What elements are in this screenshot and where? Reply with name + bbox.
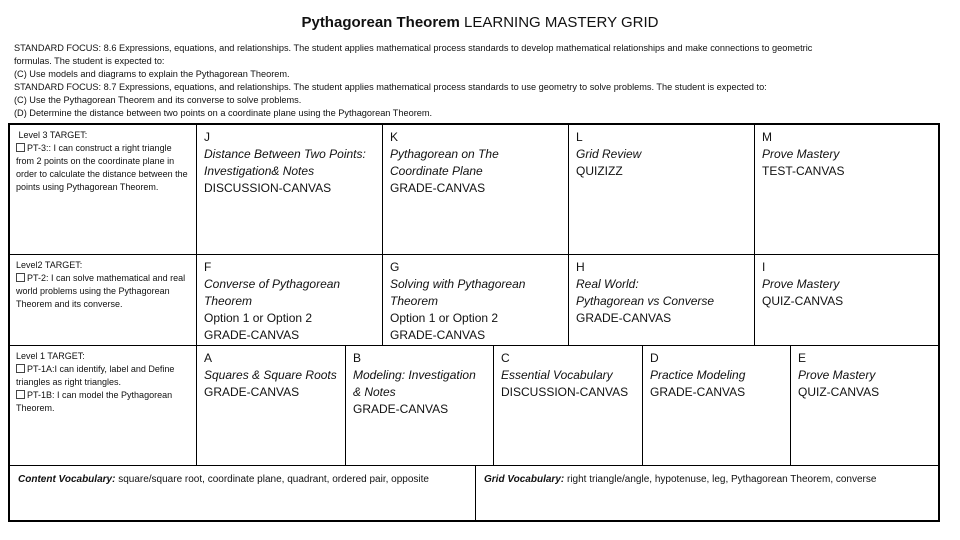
activity-title: Modeling: Investigation xyxy=(353,368,476,382)
activity-platform: GRADE-CANVAS xyxy=(353,402,449,416)
activity-title: Distance Between Two Points: xyxy=(204,147,366,161)
content-vocabulary-label: Content Vocabulary: xyxy=(18,474,116,485)
activity-letter: F xyxy=(204,260,212,274)
activity-letter: D xyxy=(650,351,659,365)
standard-line: formulas. The student is expected to: xyxy=(14,56,165,66)
level-1-target xyxy=(10,346,197,466)
standard-focus xyxy=(14,42,934,120)
activity-k[interactable] xyxy=(383,125,569,255)
activity-options: Option 1 or Option 2 xyxy=(204,311,313,325)
activity-e[interactable] xyxy=(791,346,938,466)
activity-title: Grid Review xyxy=(576,147,642,161)
activity-platform: GRADE-CANVAS xyxy=(204,385,300,399)
activity-subtitle: Coordinate Plane xyxy=(390,164,483,178)
content-vocabulary-text: square/square root, coordinate plane, quadrant, ordered pair, opposite xyxy=(115,474,429,485)
activity-f[interactable] xyxy=(197,255,383,346)
activity-i[interactable] xyxy=(755,255,938,346)
activity-subtitle: Investigation& Notes xyxy=(204,164,315,178)
level-3-code: PT-3: xyxy=(27,143,49,153)
activity-letter: E xyxy=(798,351,807,365)
level-3-label: Level 3 TARGET: xyxy=(18,130,88,140)
activity-platform: GRADE-CANVAS xyxy=(576,311,672,325)
level-1a-text: I can identify, label and Define triangles as right triangles. xyxy=(16,364,175,387)
activity-platform: DISCUSSION-CANVAS xyxy=(204,181,332,195)
activity-letter: I xyxy=(762,260,766,274)
activity-subtitle: Pythagorean vs Converse xyxy=(576,294,715,308)
checkbox-icon xyxy=(16,273,25,282)
standard-line: (C) Use models and diagrams to explain the Pythagorean Theorem. xyxy=(14,69,290,79)
activity-letter: L xyxy=(576,130,583,144)
activity-platform: GRADE-CANVAS xyxy=(650,385,746,399)
activity-platform: GRADE-CANVAS xyxy=(390,181,486,195)
activity-title: Prove Mastery xyxy=(798,368,876,382)
level-2-label: Level2 TARGET: xyxy=(16,260,83,270)
activity-subtitle: Theorem xyxy=(204,294,253,308)
activity-platform: GRADE-CANVAS xyxy=(390,328,486,342)
activity-d[interactable] xyxy=(643,346,791,466)
level-1-label: Level 1 TARGET: xyxy=(16,351,85,361)
activity-title: Real World: xyxy=(576,277,639,291)
level-1a-code: PT-1A: xyxy=(27,364,55,374)
checkbox-icon xyxy=(16,390,25,399)
activity-platform: QUIZ-CANVAS xyxy=(798,385,880,399)
standard-line: STANDARD FOCUS: 8.6 Expressions, equations, and relationships. The student applies mathematical process standards to develop mathematical relationships and make connections to geometric xyxy=(14,43,813,53)
activity-letter: J xyxy=(204,130,210,144)
level-3-text: : I can construct a right triangle from 2 points on the coordinate plane in order to calculate the distance between the points using Pythagorean Theorem. xyxy=(16,143,188,192)
activity-letter: A xyxy=(204,351,213,365)
activity-title: Converse of Pythagorean xyxy=(204,277,341,291)
level-3-target xyxy=(10,125,197,255)
title-rest: LEARNING MASTERY GRID xyxy=(464,14,659,31)
activity-platform: QUIZIZZ xyxy=(576,164,623,178)
activity-letter: G xyxy=(390,260,400,274)
activity-letter: M xyxy=(762,130,772,144)
activity-h[interactable] xyxy=(569,255,755,346)
activity-platform: TEST-CANVAS xyxy=(762,164,845,178)
grid-vocabulary-text: right triangle/angle, hypotenuse, leg, Pythagorean Theorem, converse xyxy=(564,474,877,485)
activity-subtitle: & Notes xyxy=(353,385,396,399)
level-2-code: PT-2: xyxy=(27,273,49,283)
standard-line: (D) Determine the distance between two points on a coordinate plane using the Pythagorean Theorem. xyxy=(14,108,433,118)
title-bold: Pythagorean Theorem xyxy=(301,14,460,31)
grid-vocabulary-label: Grid Vocabulary: xyxy=(484,474,565,485)
activity-title: Practice Modeling xyxy=(650,368,746,382)
activity-m[interactable] xyxy=(755,125,938,255)
activity-platform: DISCUSSION-CANVAS xyxy=(501,385,629,399)
standard-line: STANDARD FOCUS: 8.7 Expressions, equations, and relationships. The student applies mathematical process standards to use geometry to solve problems. The student is expected to: xyxy=(14,82,767,92)
grid-vocabulary xyxy=(476,466,938,522)
activity-subtitle: Theorem xyxy=(390,294,439,308)
activity-title: Squares & Square Roots xyxy=(204,368,337,382)
level-1b-text: I can model the Pythagorean Theorem. xyxy=(16,390,173,413)
checkbox-icon xyxy=(16,143,25,152)
level-1b-code: PT-1B: xyxy=(27,390,55,400)
mastery-grid xyxy=(8,123,940,522)
activity-letter: B xyxy=(353,351,362,365)
activity-title: Pythagorean on The xyxy=(390,147,499,161)
activity-g[interactable] xyxy=(383,255,569,346)
activity-title: Prove Mastery xyxy=(762,277,840,291)
activity-letter: H xyxy=(576,260,585,274)
level-2-text: I can solve mathematical and real world problems using the Pythagorean Theorem and its converse. xyxy=(16,273,186,309)
activity-platform: QUIZ-CANVAS xyxy=(762,294,844,308)
activity-a[interactable] xyxy=(197,346,346,466)
level-2-target xyxy=(10,255,197,346)
activity-title: Solving with Pythagorean xyxy=(390,277,526,291)
content-vocabulary xyxy=(10,466,476,522)
activity-platform: GRADE-CANVAS xyxy=(204,328,300,342)
page-title xyxy=(0,14,960,31)
activity-l[interactable] xyxy=(569,125,755,255)
activity-b[interactable] xyxy=(346,346,494,466)
activity-title: Prove Mastery xyxy=(762,147,840,161)
activity-letter: C xyxy=(501,351,510,365)
activity-j[interactable] xyxy=(197,125,383,255)
checkbox-icon xyxy=(16,364,25,373)
activity-letter: K xyxy=(390,130,399,144)
standard-line: (C) Use the Pythagorean Theorem and its converse to solve problems. xyxy=(14,95,302,105)
activity-options: Option 1 or Option 2 xyxy=(390,311,499,325)
activity-c[interactable] xyxy=(494,346,643,466)
activity-title: Essential Vocabulary xyxy=(501,368,613,382)
